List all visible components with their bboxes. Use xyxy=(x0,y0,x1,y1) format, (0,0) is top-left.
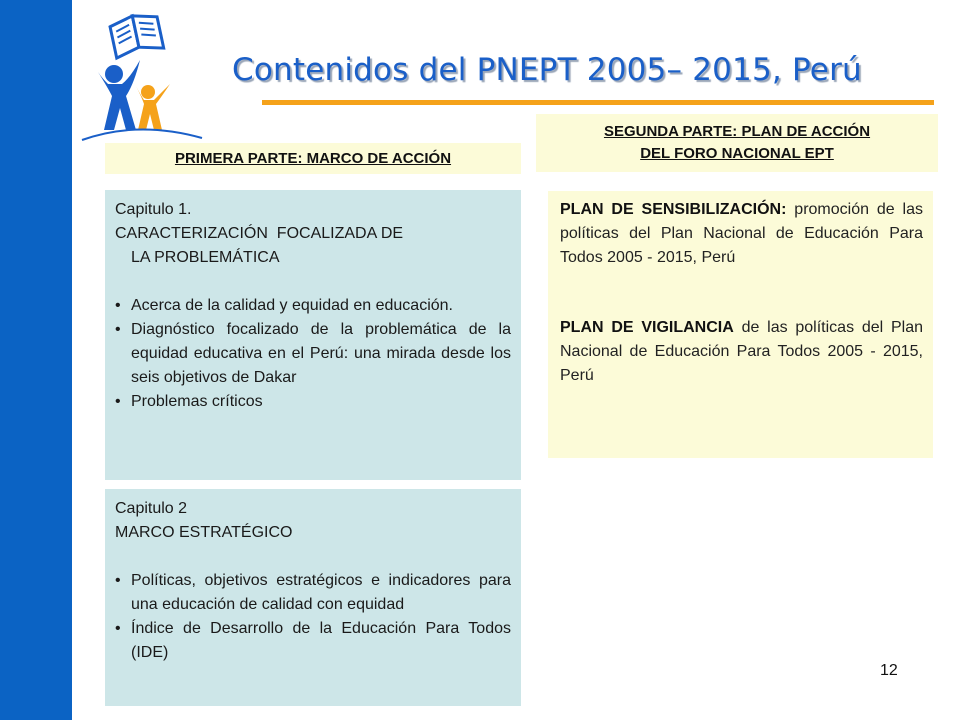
plan-vigilancia-text: de las políticas del Plan Nacional de Educación Para Todos 2005 - 2015, Perú xyxy=(560,319,924,384)
title-underline-rule xyxy=(262,100,934,105)
capitulo-2-bullet-list xyxy=(115,569,511,665)
plan-vigilancia-paragraph xyxy=(560,316,923,388)
capitulo-1-subtitle-line2: LA PROBLEMÁTICA xyxy=(131,249,280,266)
page-number: 12 xyxy=(880,662,898,679)
capitulo-1-title: Capitulo 1. xyxy=(115,201,192,218)
planes-panel xyxy=(548,191,933,458)
capitulo-1-subtitle-line1: CARACTERIZACIÓN FOCALIZADA DE xyxy=(115,225,404,242)
capitulo-2-panel xyxy=(105,489,521,706)
primera-parte-header: PRIMERA PARTE: MARCO DE ACCIÓN xyxy=(105,143,521,174)
capitulo-1-bullet-list xyxy=(115,294,511,414)
list-item: • Índice de Desarrollo de la Educación Para Todos (IDE) xyxy=(115,617,511,665)
left-sidebar-bar xyxy=(0,0,72,720)
segunda-parte-header-line1: SEGUNDA PARTE: PLAN DE ACCIÓN xyxy=(603,123,871,140)
list-item: • Acerca de la calidad y equidad en educación. xyxy=(115,294,511,318)
plan-sensibilizacion-colon: : xyxy=(781,201,787,218)
slide-title: Contenidos del PNEPT 2005– 2015, Perú xyxy=(232,52,862,88)
capitulo-1-panel xyxy=(105,190,521,480)
capitulo-1-subtitle xyxy=(115,222,511,270)
segunda-parte-header xyxy=(536,114,938,172)
plan-sensibilizacion-paragraph xyxy=(560,198,923,270)
plan-sensibilizacion-label: PLAN DE SENSIBILIZACIÓN xyxy=(560,201,782,218)
list-item: • Políticas, objetivos estratégicos e indicadores para una educación de calidad con equidad xyxy=(115,569,511,617)
capitulo-2-subtitle: MARCO ESTRATÉGICO xyxy=(115,524,293,541)
people-book-logo-icon xyxy=(78,12,208,142)
list-item: • Problemas críticos xyxy=(115,390,511,414)
plan-vigilancia-label: PLAN DE VIGILANCIA xyxy=(560,319,734,336)
segunda-parte-header-line2: DEL FORO NACIONAL EPT xyxy=(640,145,834,162)
capitulo-2-title: Capitulo 2 xyxy=(115,500,188,517)
list-item: • Diagnóstico focalizado de la problemática de la equidad educativa en el Perú: una mirada desde los seis objetivos de Dakar xyxy=(115,318,511,390)
plan-sensibilizacion-text: promoción de las políticas del Plan Nacional de Educación Para Todos 2005 - 2015, Perú xyxy=(560,201,923,266)
